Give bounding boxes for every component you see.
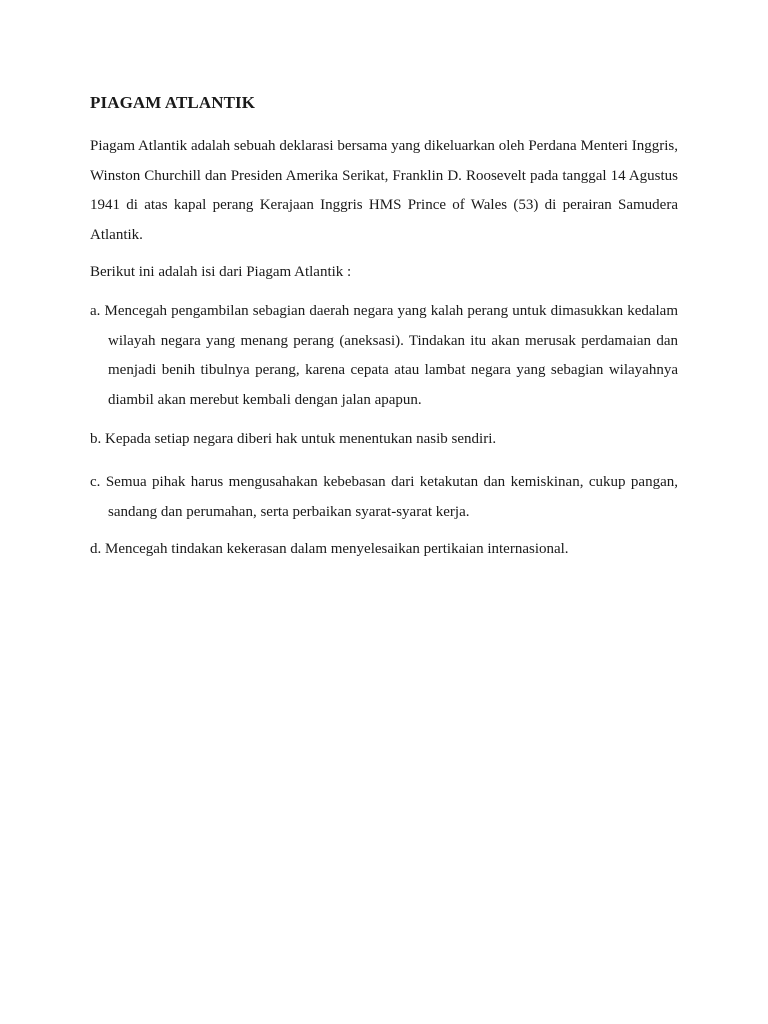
list-item-b bbox=[90, 428, 678, 450]
list-item-c bbox=[90, 468, 678, 527]
document-body bbox=[90, 92, 678, 578]
list-marker: d. bbox=[90, 541, 102, 557]
list-item-text: Semua pihak harus mengusahakan kebebasan dari ketakutan dan kemiskinan, cukup pangan, sandang dan perumahan, serta perbaikan syarat-syarat kerja. bbox=[105, 474, 678, 520]
list-marker: b. bbox=[90, 431, 102, 447]
list-marker: c. bbox=[90, 474, 101, 490]
list-item-a bbox=[90, 297, 678, 415]
intro-paragraph: Piagam Atlantik adalah sebuah deklarasi bersama yang dikeluarkan oleh Perdana Menteri Inggris, Winston Churchill dan Presiden Amerika Serikat, Franklin D. Roosevelt pada tanggal 14 Agustus 1941 di atas kapal perang Kerajaan Inggris HMS Prince of Wales (53) di perairan Samudera Atlantik. bbox=[90, 138, 678, 243]
list-item-d bbox=[90, 538, 678, 560]
list-lead-paragraph: Berikut ini adalah isi dari Piagam Atlantik : bbox=[90, 264, 352, 280]
list-item-text: Mencegah pengambilan sebagian daerah negara yang kalah perang untuk dimasukkan kedalam wilayah negara yang menang perang (aneksasi). Tindakan itu akan merusak perdamaian dan menjadi benih tibulnya perang, karena cepata atau lambat negara yang sebagian wilayahnya diambil akan merebut kembali dengan jalan apapun. bbox=[104, 303, 678, 408]
list-marker: a. bbox=[90, 303, 101, 319]
list-item-text: Mencegah tindakan kekerasan dalam menyelesaikan pertikaian internasional. bbox=[105, 541, 569, 557]
document-title: PIAGAM ATLANTIK bbox=[90, 93, 256, 112]
list-item-text: Kepada setiap negara diberi hak untuk menentukan nasib sendiri. bbox=[105, 431, 497, 447]
